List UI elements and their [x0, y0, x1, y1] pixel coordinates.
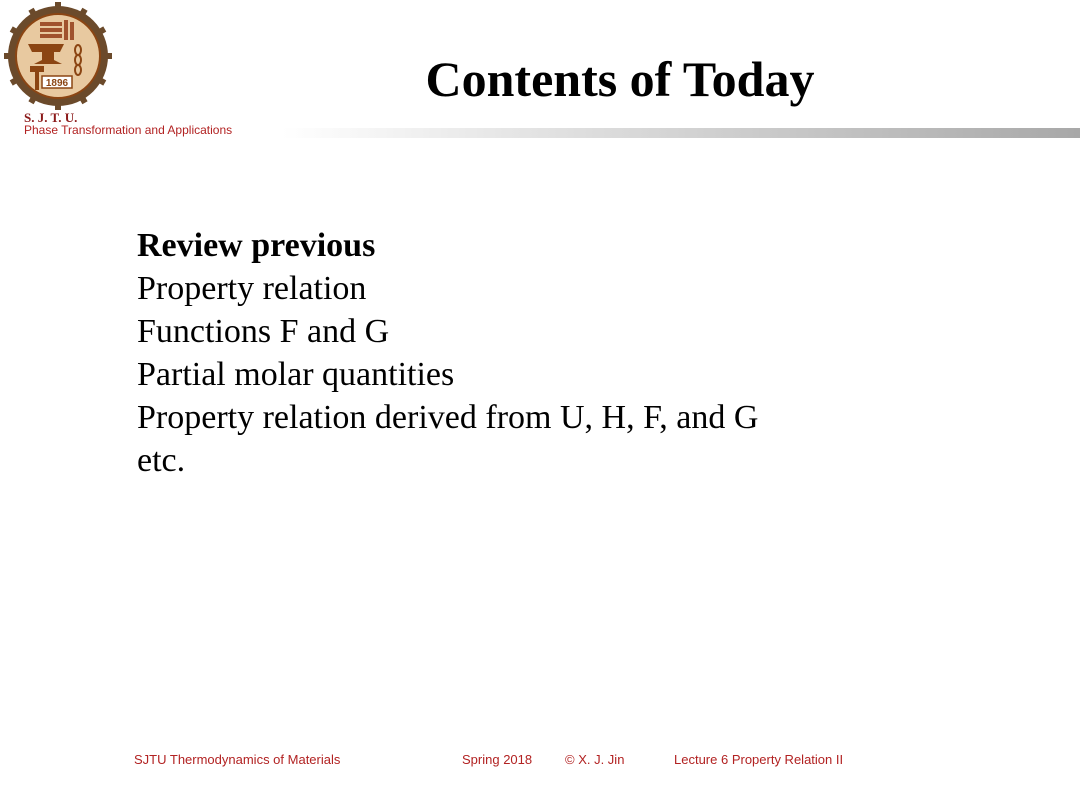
content-list: [137, 224, 937, 482]
footer-lecture: Lecture 6 Property Relation II: [674, 752, 844, 767]
slide-title: Contents of Today: [425, 51, 815, 107]
content-item-etc: etc.: [137, 442, 186, 479]
footer-term: Spring 2018: [462, 752, 533, 767]
logo-year: 1896: [45, 78, 69, 89]
content-item-property-relation-derived: Property relation derived from U, H, F, and G: [137, 399, 759, 436]
header-divider: [282, 128, 1080, 138]
content-item-functions-f-g: Functions F and G: [137, 313, 390, 350]
footer-author: © X. J. Jin: [565, 752, 625, 767]
content-item-property-relation: Property relation: [137, 270, 367, 307]
content-item-partial-molar: Partial molar quantities: [137, 356, 455, 393]
footer-course: SJTU Thermodynamics of Materials: [134, 752, 341, 767]
school-abbreviation: S. J. T. U.: [24, 110, 78, 125]
course-subtitle: Phase Transformation and Applications: [24, 123, 233, 137]
university-logo: [4, 2, 112, 110]
content-item-review-previous: Review previous: [137, 227, 376, 264]
